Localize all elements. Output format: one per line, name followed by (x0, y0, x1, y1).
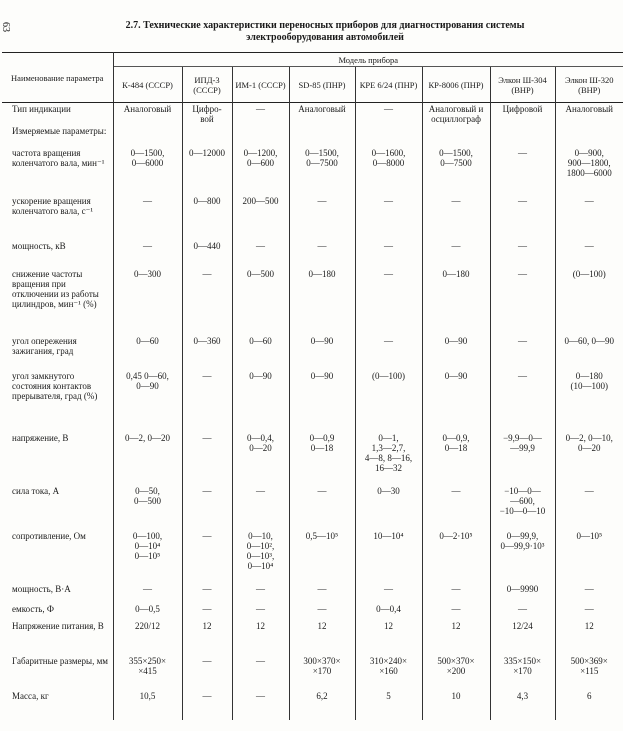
table-row (2, 195, 623, 240)
cell-value: — (422, 485, 490, 530)
cell-value: 10—10⁴ (355, 530, 422, 583)
cell-value: Цифро- вой (182, 103, 232, 126)
cell-value: — (182, 485, 232, 530)
cell-value: 0—360 (182, 335, 232, 370)
cell-value: −10—0— —600, −10—0—10 (490, 485, 555, 530)
cell-value: — (232, 583, 289, 603)
cell-value (355, 125, 422, 147)
cell-value: 0—500 (232, 268, 289, 335)
table-row (2, 370, 623, 432)
cell-value: 12 (182, 620, 232, 655)
cell-value: 0—30 (355, 485, 422, 530)
cell-value: — (355, 103, 422, 126)
model-header: ИМ-1 (СССР) (232, 67, 289, 103)
cell-value: — (490, 603, 555, 620)
table-row (2, 103, 623, 126)
cell-value: 0—1500, 0—6000 (113, 147, 182, 195)
cell-value: 0—1500, 0—7500 (422, 147, 490, 195)
cell-value: — (113, 240, 182, 268)
cell-value: 4,3 (490, 690, 555, 720)
cell-value: 355×250× ×415 (113, 655, 182, 690)
table-row (2, 620, 623, 655)
cell-value: 0—60 (232, 335, 289, 370)
cell-value: — (555, 195, 623, 240)
cell-value: 0—90 (289, 370, 355, 432)
cell-value: 0—0,9, 0—18 (422, 432, 490, 485)
cell-value: — (232, 603, 289, 620)
cell-value: — (182, 268, 232, 335)
cell-value: 0—2·10⁵ (422, 530, 490, 583)
table-row (2, 335, 623, 370)
param-column-header: Наименование параметра (2, 53, 113, 103)
model-header: Элкон Ш-304 (ВНР) (490, 67, 555, 103)
cell-value: 0—180 (10—100) (555, 370, 623, 432)
cell-value: — (232, 240, 289, 268)
row-label: напряжение, В (12, 433, 69, 443)
cell-value: — (182, 603, 232, 620)
cell-value: 0—1500, 0—7500 (289, 147, 355, 195)
cell-value: Аналоговый и осциллограф (422, 103, 490, 126)
cell-value: 310×240× ×160 (355, 655, 422, 690)
cell-value: — (289, 240, 355, 268)
cell-value (182, 125, 232, 147)
row-label: Измеряемые параметры: (12, 126, 107, 136)
cell-value: 200—500 (232, 195, 289, 240)
row-label: сопротивление, Ом (12, 531, 86, 541)
cell-value: 12/24 (490, 620, 555, 655)
cell-value: 0—1, 1,3—2,7, 4—8, 8—16, 16—32 (355, 432, 422, 485)
cell-value: 0—180 (422, 268, 490, 335)
cell-value: 12 (555, 620, 623, 655)
row-label: угол опережения зажигания, град (12, 336, 77, 356)
cell-value: 0—90 (422, 370, 490, 432)
cell-value: 335×150× ×170 (490, 655, 555, 690)
cell-value: — (182, 370, 232, 432)
cell-value: 0—60 (113, 335, 182, 370)
cell-value: — (113, 195, 182, 240)
table-row (2, 432, 623, 485)
cell-value: 0—2, 0—10, 0—20 (555, 432, 623, 485)
cell-value: 0—90 (232, 370, 289, 432)
cell-value: — (355, 195, 422, 240)
cell-value: — (232, 655, 289, 690)
cell-value: — (555, 603, 623, 620)
cell-value: Аналоговый (113, 103, 182, 126)
cell-value: 5 (355, 690, 422, 720)
row-label: сила тока, А (12, 486, 60, 496)
cell-value: 0—10, 0—10², 0—10³, 0—10⁴ (232, 530, 289, 583)
page-number: 63 (0, 22, 11, 32)
cell-value: 12 (355, 620, 422, 655)
row-label: Габаритные размеры, мм (12, 656, 108, 666)
cell-value: — (422, 195, 490, 240)
cell-value: — (355, 335, 422, 370)
cell-value (422, 125, 490, 147)
cell-value: — (422, 603, 490, 620)
cell-value: 0—100, 0—10⁴ 0—10⁵ (113, 530, 182, 583)
cell-value: — (182, 690, 232, 720)
cell-value: 12 (289, 620, 355, 655)
cell-value: −9,9—0— —99,9 (490, 432, 555, 485)
cell-value (113, 125, 182, 147)
cell-value: — (490, 268, 555, 335)
cell-value: — (289, 583, 355, 603)
cell-value: 12 (232, 620, 289, 655)
cell-value: (0—100) (355, 370, 422, 432)
cell-value: 6 (555, 690, 623, 720)
cell-value: — (232, 485, 289, 530)
model-header: Элкон Ш-320 (ВНР) (555, 67, 623, 103)
cell-value: (0—100) (555, 268, 623, 335)
table-row (2, 655, 623, 690)
cell-value: — (289, 485, 355, 530)
cell-value: 500×370× ×200 (422, 655, 490, 690)
cell-value: 0—900, 900—1800, 1800—6000 (555, 147, 623, 195)
row-label: снижение частоты вращения при отключении из работы цилиндров, мин⁻¹ (%) (12, 269, 99, 309)
cell-value: 0—90 (289, 335, 355, 370)
row-label: мощность, В·А (12, 584, 71, 594)
model-header: КРЕ 6/24 (ПНР) (355, 67, 422, 103)
model-header: SD-85 (ПНР) (289, 67, 355, 103)
cell-value: 220/12 (113, 620, 182, 655)
cell-value: 0—99,9, 0—99,9·10³ (490, 530, 555, 583)
table-row (2, 583, 623, 603)
cell-value: 500×369× ×115 (555, 655, 623, 690)
cell-value: 0—12000 (182, 147, 232, 195)
cell-value: Аналоговый (555, 103, 623, 126)
model-group-header: Модель прибора (113, 53, 623, 67)
cell-value (555, 125, 623, 147)
cell-value: — (490, 147, 555, 195)
cell-value: 0—60, 0—90 (555, 335, 623, 370)
cell-value: 300×370× ×170 (289, 655, 355, 690)
table-row (2, 147, 623, 195)
cell-value: 0—180 (289, 268, 355, 335)
cell-value: — (555, 485, 623, 530)
cell-value: — (182, 432, 232, 485)
cell-value: 0—10⁵ (555, 530, 623, 583)
cell-value: 0—0,4, 0—20 (232, 432, 289, 485)
cell-value: 0—0,5 (113, 603, 182, 620)
cell-value: 0—300 (113, 268, 182, 335)
cell-value: 0,45 0—60, 0—90 (113, 370, 182, 432)
model-header: ИПД-3 (СССР) (182, 67, 232, 103)
cell-value: — (490, 240, 555, 268)
model-header: К-484 (СССР) (113, 67, 182, 103)
row-label: мощность, кВ (12, 241, 66, 251)
table-row (2, 268, 623, 335)
cell-value (232, 125, 289, 147)
cell-value: — (555, 583, 623, 603)
cell-value: — (555, 240, 623, 268)
cell-value: — (289, 603, 355, 620)
specs-table (2, 52, 623, 720)
cell-value: 0—90 (422, 335, 490, 370)
cell-value: 0—440 (182, 240, 232, 268)
table-row (2, 603, 623, 620)
cell-value: 0—2, 0—20 (113, 432, 182, 485)
row-label: Напряжение питания, В (12, 621, 104, 631)
cell-value: 12 (422, 620, 490, 655)
cell-value: 0—1600, 0—8000 (355, 147, 422, 195)
cell-value: 10,5 (113, 690, 182, 720)
cell-value (289, 125, 355, 147)
row-label: частота вращения коленчатого вала, мин⁻¹ (12, 148, 105, 168)
cell-value: 0—50, 0—500 (113, 485, 182, 530)
cell-value: — (422, 583, 490, 603)
cell-value: — (182, 655, 232, 690)
cell-value: — (113, 583, 182, 603)
cell-value: — (355, 268, 422, 335)
row-label: Тип индикации (12, 104, 71, 114)
table-row (2, 485, 623, 530)
table-row (2, 125, 623, 147)
cell-value: 0,5—10⁵ (289, 530, 355, 583)
cell-value: — (490, 335, 555, 370)
cell-value: — (490, 195, 555, 240)
cell-value: — (355, 240, 422, 268)
cell-value: 0—1200, 0—600 (232, 147, 289, 195)
row-label: угол замкнутого состояния контактов прерывателя, град (%) (12, 371, 98, 401)
cell-value: 0—9990 (490, 583, 555, 603)
cell-value: — (490, 370, 555, 432)
cell-value: — (182, 530, 232, 583)
row-label: ускорение вращения коленчатого вала, с⁻¹ (12, 196, 94, 216)
row-label: Масса, кг (12, 691, 49, 701)
cell-value: 10 (422, 690, 490, 720)
cell-value: — (232, 103, 289, 126)
table-row (2, 530, 623, 583)
cell-value: 0—0,4 (355, 603, 422, 620)
cell-value (490, 125, 555, 147)
table-title: 2.7. Технические характеристики переносных приборов для диагностирования системы электрооборудования автомобилей (125, 20, 525, 43)
cell-value: — (355, 583, 422, 603)
cell-value: Аналоговый (289, 103, 355, 126)
cell-value: — (232, 690, 289, 720)
cell-value: 6,2 (289, 690, 355, 720)
cell-value: — (289, 195, 355, 240)
cell-value: 0—800 (182, 195, 232, 240)
model-header: КР-8006 (ПНР) (422, 67, 490, 103)
cell-value: — (422, 240, 490, 268)
table-row (2, 240, 623, 268)
cell-value: — (182, 583, 232, 603)
table-row (2, 690, 623, 720)
cell-value: 0—0,9 0—18 (289, 432, 355, 485)
row-label: емкость, Ф (12, 604, 54, 614)
cell-value: Цифровой (490, 103, 555, 126)
